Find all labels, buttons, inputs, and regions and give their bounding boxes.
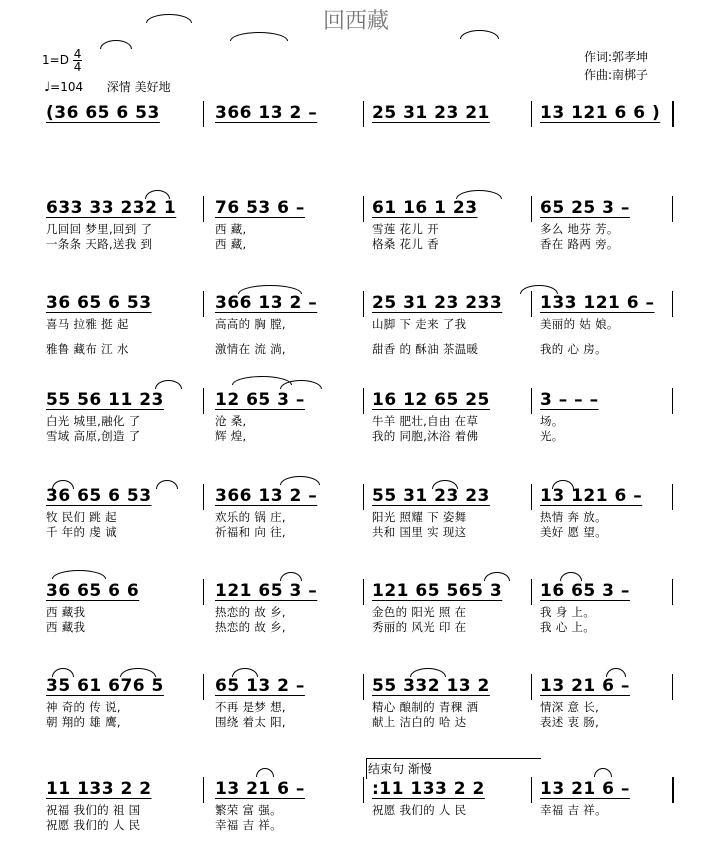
measure-notes: (36 65 6 53 [46,103,160,123]
lyricist-credit: 作词:郭孝坤 [584,50,649,64]
measure-notes: 633 33 232 1 [46,198,177,218]
measure-notes: 366 13 2 – [215,486,318,506]
tempo-value: =104 [50,80,84,94]
slur-arc [156,480,178,489]
slur-arc [560,572,582,581]
slur-arc [100,40,132,49]
bar-line [363,484,364,510]
measure-notes: 13 121 6 – [540,486,643,506]
lyric-verse-2: 激情在 流 淌, [215,342,286,356]
lyric-verse-2: 光。 [540,429,564,443]
song-title: 回西藏 [322,9,389,34]
lyric-verse-2: 我的 心 房。 [540,342,607,356]
key-signature [42,48,82,73]
measure-notes: :11 133 2 2 [372,779,485,799]
bar-line [672,101,674,127]
lyric-verse-1: 热情 奔 放。 [540,510,607,524]
lyric-verse-1: 祝愿 我们的 人 民 [372,803,467,817]
bar-line [363,388,364,414]
bar-line [203,674,204,700]
slur-arc [232,668,258,677]
quarter-note-icon: ♩ [44,80,51,95]
composer-credit: 作曲:南梆子 [584,68,649,82]
lyric-verse-2: 祝愿 我们的 人 民 [46,818,141,832]
lyric-verse-1: 幸福 吉 祥。 [540,803,607,817]
lyric-verse-2: 一条条 天路,送我 到 [46,237,153,251]
measure-notes: 121 65 3 – [215,581,318,601]
lyric-verse-1: 阳光 照耀 下 姿舞 [372,510,467,524]
lyric-verse-1: 多么 地芬 芳。 [540,222,619,236]
measure-notes: 25 31 23 233 [372,293,503,313]
lyric-verse-2: 西 藏, [215,237,247,251]
bar-line [363,101,364,127]
bar-line [363,291,364,317]
bar-line [203,101,204,127]
slur-arc [238,285,302,294]
lyric-verse-1: 西 藏我 [46,605,86,619]
expression-mark: 深情 美好地 [106,80,171,94]
slur-arc [606,668,626,677]
bar-line [203,777,204,803]
lyric-verse-2: 热恋的 故 乡, [215,620,286,634]
lyric-verse-1: 我 身 上。 [540,605,596,619]
bar-line [672,674,673,700]
bar-line [203,579,204,605]
lyric-verse-1: 美丽的 姑 娘。 [540,317,619,331]
bar-line [363,777,364,803]
slur-arc [145,190,170,199]
lyric-verse-2: 共和 国里 实 现这 [372,525,467,539]
slur-arc [280,476,320,485]
lyric-verse-2: 我的 同胞,沐浴 着佛 [372,429,479,443]
bar-line [672,579,673,605]
slur-arc [280,572,302,581]
bar-line [203,388,204,414]
lyric-verse-2: 围绕 着太 阳, [215,715,286,729]
bar-line [203,291,204,317]
bar-line [672,484,673,510]
slur-arc [456,190,502,199]
measure-notes: 366 13 2 – [215,293,318,313]
slur-arc [256,768,274,777]
lyric-verse-2: 美好 愿 望。 [540,525,607,539]
time-numerator: 4 [73,47,82,61]
time-signature [73,48,83,73]
measure-notes: 35 61 676 5 [46,676,164,696]
tempo-line [44,78,171,95]
measure-notes: 36 65 6 53 [46,486,152,506]
measure-notes: 133 121 6 – [540,293,655,313]
ending-label: 结束句 渐慢 [368,762,432,776]
bar-line [531,484,532,510]
lyric-verse-2: 格桑 花儿 香 [372,237,439,251]
lyric-verse-1: 牛羊 肥壮,自由 在草 [372,414,479,428]
lyric-verse-2: 西 藏我 [46,620,86,634]
lyric-verse-1: 祝福 我们的 祖 国 [46,803,141,817]
lyric-verse-2: 我 心 上。 [540,620,596,634]
lyric-verse-1: 牧 民们 跳 起 [46,510,117,524]
measure-notes: 13 121 6 6 ) [540,103,661,123]
measure-notes: 13 21 6 – [540,676,630,696]
lyric-verse-1: 喜马 拉雅 挺 起 [46,317,129,331]
slur-arc [52,668,74,677]
lyric-verse-2: 辉 煌, [215,429,247,443]
lyric-verse-1: 高高的 胸 膛, [215,317,286,331]
slur-arc [410,668,446,677]
slur-arc [52,480,74,489]
measure-notes: 16 12 65 25 [372,390,490,410]
lyric-verse-1: 几回回 梦里,回到 了 [46,222,153,236]
lyric-verse-1: 热恋的 故 乡, [215,605,286,619]
measure-notes: 12 65 3 – [215,390,305,410]
lyric-verse-2: 甜香 的 酥油 茶温暖 [372,342,479,356]
lyric-verse-2: 献上 洁白的 哈 达 [372,715,467,729]
bar-line [672,291,673,317]
lyric-verse-1: 白光 城里,融化 了 [46,414,141,428]
measure-notes: 25 31 23 21 [372,103,490,123]
lyric-verse-1: 沧 桑, [215,414,247,428]
bar-line [363,579,364,605]
measure-notes: 55 56 11 23 [46,390,164,410]
bar-line [531,777,532,803]
measure-notes: 366 13 2 – [215,103,318,123]
time-denominator: 4 [73,60,82,74]
measure-notes: 11 133 2 2 [46,779,152,799]
bar-line [363,196,364,222]
bar-line [363,674,364,700]
slur-arc [232,376,292,385]
measure-notes: 65 25 3 – [540,198,630,218]
bar-line [672,777,674,803]
slur-arc [432,480,458,489]
measure-notes: 13 21 6 – [540,779,630,799]
measure-notes: 55 31 23 23 [372,486,490,506]
lyric-verse-2: 秀丽的 风光 印 在 [372,620,467,634]
slur-arc [594,768,612,777]
measure-notes: 55 332 13 2 [372,676,490,696]
bar-line [531,579,532,605]
key-label: 1=D [42,53,69,67]
measure-notes: 76 53 6 – [215,198,305,218]
measure-notes: 36 65 6 53 [46,293,152,313]
lyric-verse-2: 表述 衷 肠, [540,715,600,729]
bar-line [672,388,673,414]
slur-arc [52,570,106,579]
lyric-verse-1: 神 奇的 传 说, [46,700,121,714]
lyric-verse-2: 千 年的 虔 诚 [46,525,117,539]
lyric-verse-2: 祈福和 向 往, [215,525,286,539]
lyric-verse-1: 雪莲 花儿 开 [372,222,439,236]
lyric-verse-1: 金色的 阳光 照 在 [372,605,467,619]
slur-arc [155,380,182,389]
lyric-verse-1: 繁荣 富 强。 [215,803,282,817]
measure-notes: 121 65 565 3 [372,581,503,601]
bar-line [203,196,204,222]
bar-line [672,196,673,222]
lyric-verse-1: 不再 是梦 想, [215,700,286,714]
slur-arc [484,572,510,581]
lyric-verse-1: 山脚 下 走来 了我 [372,317,467,331]
lyric-verse-2: 香在 路两 旁。 [540,237,619,251]
slur-arc [120,668,156,677]
measure-notes: 3 – – – [540,390,599,410]
bar-line [531,674,532,700]
measure-notes: 61 16 1 23 [372,198,478,218]
measure-notes: 13 21 6 – [215,779,305,799]
bar-line [531,388,532,414]
lyric-verse-1: 欢乐的 锅 庄, [215,510,286,524]
lyric-verse-2: 朝 翔的 雄 鹰, [46,715,121,729]
bar-line [531,291,532,317]
bar-line [203,484,204,510]
lyric-verse-1: 精心 酿制的 青稞 酒 [372,700,479,714]
measure-notes: 65 13 2 – [215,676,305,696]
slur-arc [552,480,574,489]
lyric-verse-2: 雅鲁 藏布 江 水 [46,342,129,356]
ending-bracket [366,758,541,779]
lyric-verse-1: 情深 意 长, [540,700,600,714]
lyric-verse-1: 西 藏, [215,222,247,236]
lyric-verse-2: 幸福 吉 祥。 [215,818,282,832]
lyric-verse-2: 雪域 高原,创造 了 [46,429,141,443]
bar-line [531,196,532,222]
slur-arc [520,285,558,294]
bar-line [531,101,532,127]
measure-notes: 36 65 6 6 [46,581,140,601]
lyric-verse-1: 场。 [540,414,564,428]
measure-notes: 16 65 3 – [540,581,630,601]
